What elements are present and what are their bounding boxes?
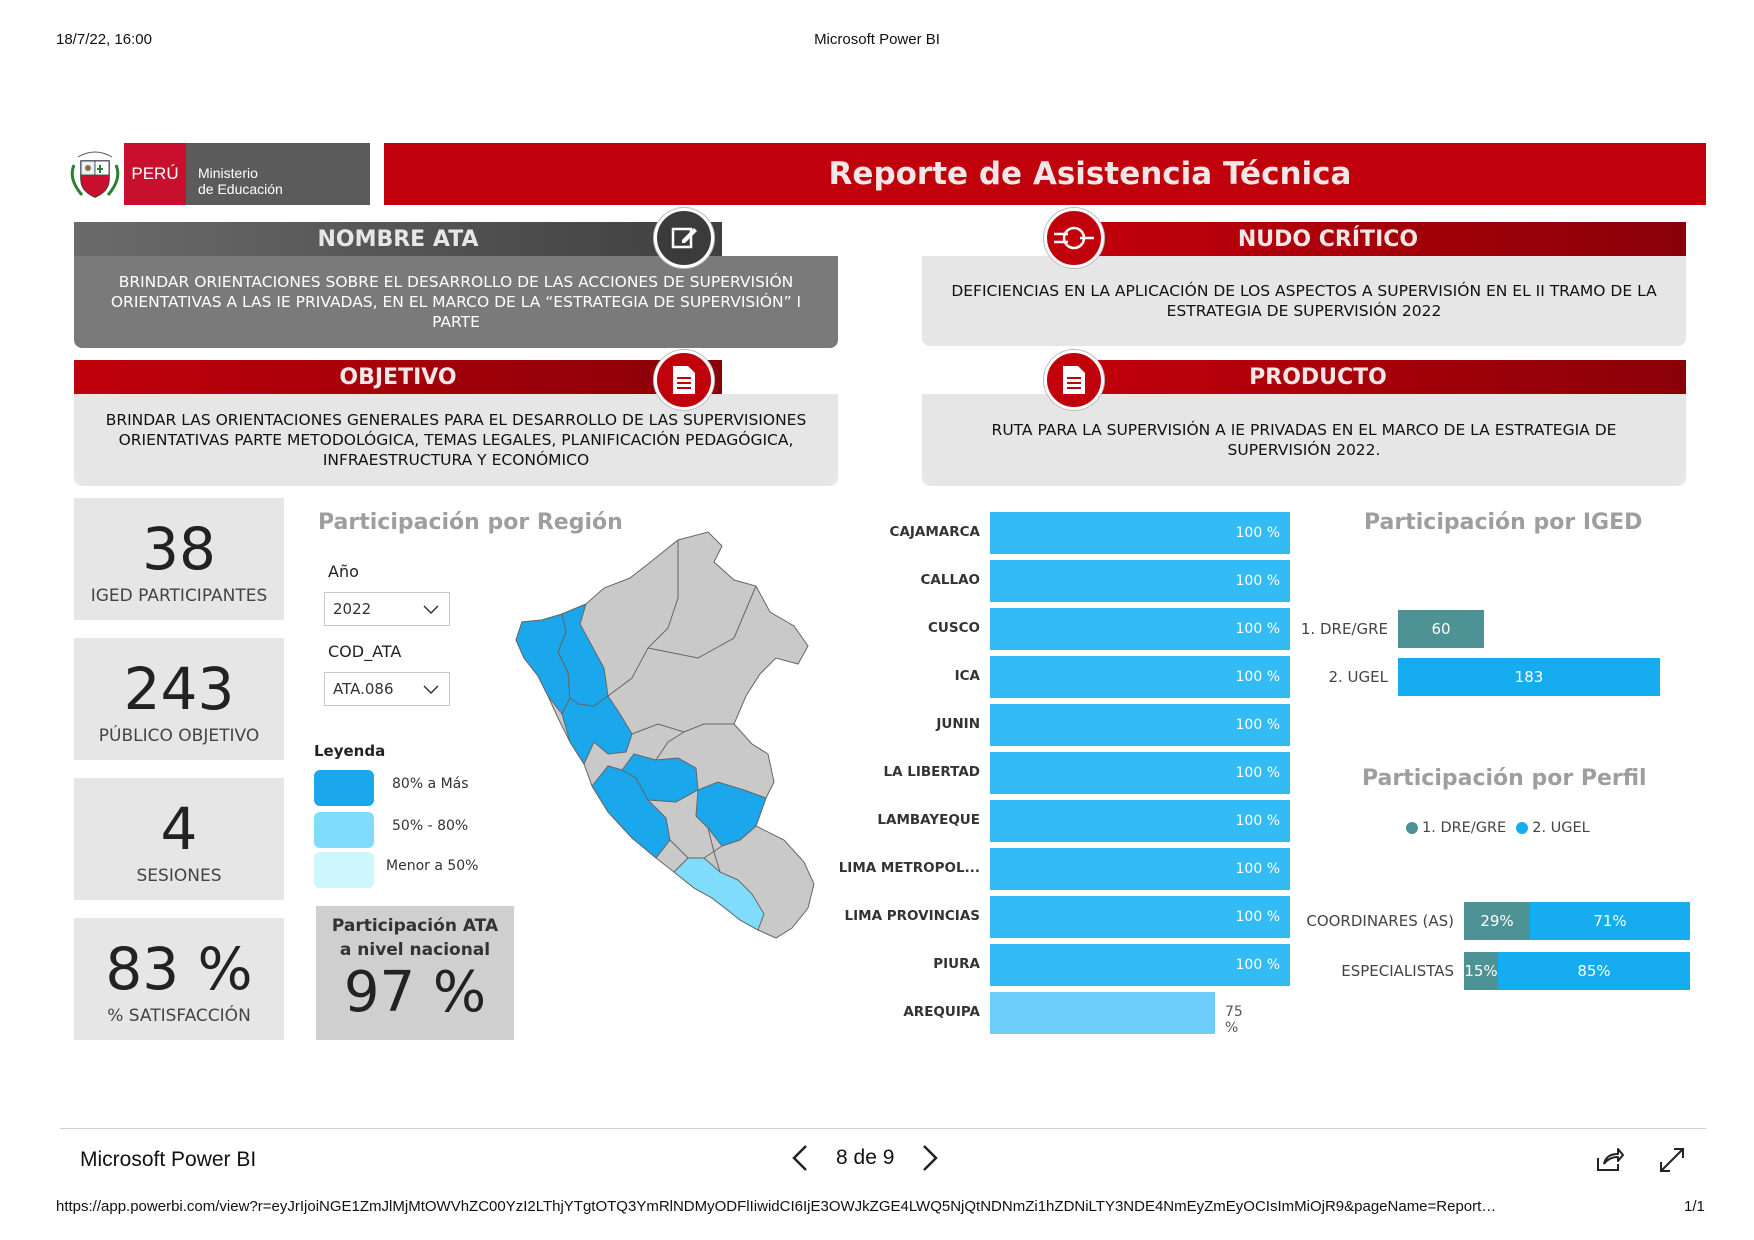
region-tick-label: LAMBAYEQUE bbox=[877, 812, 980, 828]
peru-emblem-icon bbox=[66, 143, 124, 205]
iged-bar[interactable]: 60 bbox=[1398, 610, 1484, 648]
kpi-value: 83 % bbox=[105, 935, 253, 1003]
print-datetime: 18/7/22, 16:00 bbox=[56, 31, 152, 48]
ata-code-select[interactable] bbox=[324, 672, 450, 706]
perfil-tick-label: ESPECIALISTAS bbox=[1341, 962, 1454, 980]
chevron-left-icon[interactable] bbox=[790, 1144, 810, 1172]
region-tick-label: LIMA METROPOL... bbox=[838, 860, 980, 876]
kpi-satisfaccion bbox=[74, 918, 284, 1040]
region-bar-value: 100 % bbox=[1235, 717, 1280, 733]
region-bar[interactable] bbox=[990, 656, 1290, 698]
print-page-number: 1/1 bbox=[1684, 1198, 1705, 1215]
kpi-value: 243 bbox=[123, 655, 235, 723]
kpi-label: SESIONES bbox=[136, 866, 222, 886]
kpi-iged-participantes bbox=[74, 498, 284, 620]
region-tick-label: LIMA PROVINCIAS bbox=[844, 908, 980, 924]
kpi-value: 4 bbox=[160, 795, 198, 863]
region-tick-label: AREQUIPA bbox=[903, 1004, 980, 1020]
year-select-value: 2022 bbox=[333, 600, 372, 618]
legend-swatch-high bbox=[314, 770, 374, 806]
region-tick-label: CALLAO bbox=[920, 572, 980, 588]
nudo-critico-title: NUDO CRÍTICO bbox=[1237, 226, 1419, 252]
region-bar-value: 75 % bbox=[1225, 1004, 1243, 1036]
region-bar[interactable] bbox=[990, 992, 1215, 1034]
perfil-panel-title: Participación por Perfil bbox=[1362, 766, 1647, 791]
edit-icon bbox=[654, 208, 714, 268]
kpi-publico-objetivo bbox=[74, 638, 284, 760]
nombre-ata-title: NOMBRE ATA bbox=[317, 226, 479, 252]
region-bar-value: 100 % bbox=[1235, 765, 1280, 781]
iged-bar[interactable]: 183 bbox=[1398, 658, 1660, 696]
print-url: https://app.powerbi.com/view?r=eyJrIjoiNGE1ZmJlMjMtOWVhZC00YzI2LThjYTgtOTQ3YmRlNDMyODFlIiwidCI6IjE3OWJkZGE4LWQ5NjQtNDNmZi1hZDNiLTY3NDE4NmEyZmEyOCIsImMiOjR9&pageName=Report… bbox=[56, 1198, 1497, 1215]
perfil-bar-segment[interactable]: 85% bbox=[1498, 952, 1690, 990]
perfil-bar-segment[interactable]: 71% bbox=[1530, 902, 1690, 940]
nudo-critico-header bbox=[1090, 222, 1686, 256]
year-label: Año bbox=[328, 562, 359, 581]
region-tick-label: CAJAMARCA bbox=[889, 524, 980, 540]
fullscreen-icon[interactable] bbox=[1658, 1146, 1686, 1174]
footer-divider bbox=[60, 1128, 1706, 1129]
ata-code-select-value: ATA.086 bbox=[333, 680, 394, 698]
iged-panel-title: Participación por IGED bbox=[1364, 510, 1643, 535]
perfil-legend bbox=[1406, 820, 1590, 836]
legend-title: Leyenda bbox=[314, 742, 386, 760]
objetivo-body: BRINDAR LAS ORIENTACIONES GENERALES PARA EL DESARROLLO DE LAS SUPERVISIONES ORIENTATIVAS PARTE METODOLÓGICA, TEMAS LEGALES, PLANIFICACIÓN PEDAGÓGICA, INFRAESTRUCTURA Y ECONÓMICO bbox=[74, 394, 838, 486]
perfil-tick-label: COORDINARES (AS) bbox=[1306, 912, 1454, 930]
chevron-down-icon bbox=[423, 682, 439, 696]
region-bar-value: 100 % bbox=[1235, 669, 1280, 685]
national-title-2: a nivel nacional bbox=[339, 940, 491, 960]
legend-swatch-low bbox=[314, 852, 374, 888]
nudo-critico-body: DEFICIENCIAS EN LA APLICACIÓN DE LOS ASPECTOS A SUPERVISIÓN EN EL II TRAMO DE LA ESTRATEGIA DE SUPERVISIÓN 2022 bbox=[922, 256, 1686, 346]
national-participation-card bbox=[316, 906, 514, 1040]
share-icon[interactable] bbox=[1594, 1146, 1624, 1174]
page-navigator bbox=[790, 1144, 940, 1172]
region-bar[interactable] bbox=[990, 848, 1290, 890]
chevron-right-icon[interactable] bbox=[920, 1144, 940, 1172]
region-bar-value: 100 % bbox=[1235, 909, 1280, 925]
region-tick-label: ICA bbox=[954, 668, 980, 684]
region-bar-value: 100 % bbox=[1235, 573, 1280, 589]
region-tick-label: PIURA bbox=[933, 956, 980, 972]
page-indicator: 8 de 9 bbox=[836, 1146, 895, 1169]
producto-title: PRODUCTO bbox=[1249, 364, 1387, 390]
objetivo-header bbox=[74, 360, 722, 394]
logo-peru: PERÚ bbox=[124, 143, 186, 205]
document-icon bbox=[654, 350, 714, 410]
kpi-sesiones bbox=[74, 778, 284, 900]
kpi-label: % SATISFACCIÓN bbox=[107, 1006, 251, 1026]
kpi-label: IGED PARTICIPANTES bbox=[90, 586, 268, 606]
producto-header bbox=[1090, 360, 1686, 394]
region-bar-value: 100 % bbox=[1235, 621, 1280, 637]
legend-label-dre: 1. DRE/GRE bbox=[1422, 820, 1507, 836]
region-bar[interactable] bbox=[990, 560, 1290, 602]
chevron-down-icon bbox=[423, 602, 439, 616]
region-bar[interactable] bbox=[990, 752, 1290, 794]
region-bar[interactable] bbox=[990, 944, 1290, 986]
legend-dot-dre bbox=[1406, 822, 1418, 834]
producto-body: RUTA PARA LA SUPERVISIÓN A IE PRIVADAS EN EL MARCO DE LA ESTRATEGIA DE SUPERVISIÓN 2022. bbox=[922, 394, 1686, 486]
national-value: 97 % bbox=[343, 960, 487, 1025]
legend-swatch-mid bbox=[314, 812, 374, 848]
region-bar[interactable] bbox=[990, 896, 1290, 938]
logo-ministry: Ministerio de Educación bbox=[198, 165, 283, 197]
region-bar-value: 100 % bbox=[1235, 525, 1280, 541]
year-select[interactable] bbox=[324, 592, 450, 626]
ata-code-label: COD_ATA bbox=[328, 642, 402, 661]
critical-node-icon bbox=[1044, 208, 1104, 268]
region-bar[interactable] bbox=[990, 704, 1290, 746]
legend-label-high: 80% a Más bbox=[392, 776, 469, 792]
legend-label-low: Menor a 50% bbox=[386, 858, 479, 874]
kpi-value: 38 bbox=[142, 515, 216, 583]
kpi-label: PÚBLICO OBJETIVO bbox=[98, 726, 260, 746]
print-title: Microsoft Power BI bbox=[814, 31, 940, 48]
region-bar-value: 100 % bbox=[1235, 861, 1280, 877]
legend-label-mid: 50% - 80% bbox=[392, 818, 469, 834]
region-bar-value: 100 % bbox=[1235, 957, 1280, 973]
nombre-ata-body: BRINDAR ORIENTACIONES SOBRE EL DESARROLLO DE LAS ACCIONES DE SUPERVISIÓN ORIENTATIVAS A LAS IE PRIVADAS, EN EL MARCO DE LA “ESTRATEGIA DE SUPERVISIÓN” I PARTE bbox=[74, 256, 838, 348]
region-bar[interactable] bbox=[990, 800, 1290, 842]
iged-tick-label: 1. DRE/GRE bbox=[1300, 620, 1388, 638]
report-title-banner bbox=[384, 143, 1706, 205]
legend-label-ugel: 2. UGEL bbox=[1532, 820, 1590, 836]
region-bar[interactable] bbox=[990, 512, 1290, 554]
region-bar[interactable] bbox=[990, 608, 1290, 650]
region-bar-value: 100 % bbox=[1235, 813, 1280, 829]
product-document-icon bbox=[1044, 350, 1104, 410]
footer-brand: Microsoft Power BI bbox=[80, 1148, 257, 1171]
region-tick-label: CUSCO bbox=[928, 620, 980, 636]
objetivo-title: OBJETIVO bbox=[339, 364, 457, 390]
iged-tick-label: 2. UGEL bbox=[1328, 668, 1388, 686]
legend-dot-ugel bbox=[1516, 822, 1528, 834]
region-tick-label: LA LIBERTAD bbox=[883, 764, 980, 780]
national-title-1: Participación ATA bbox=[331, 916, 499, 936]
region-panel-title: Participación por Región bbox=[318, 510, 623, 535]
region-tick-label: JUNIN bbox=[936, 716, 980, 732]
perfil-bar-segment[interactable]: 15% bbox=[1464, 952, 1498, 990]
report-title: Reporte de Asistencia Técnica bbox=[828, 156, 1352, 192]
nombre-ata-header bbox=[74, 222, 722, 256]
perfil-bar-segment[interactable]: 29% bbox=[1464, 902, 1530, 940]
